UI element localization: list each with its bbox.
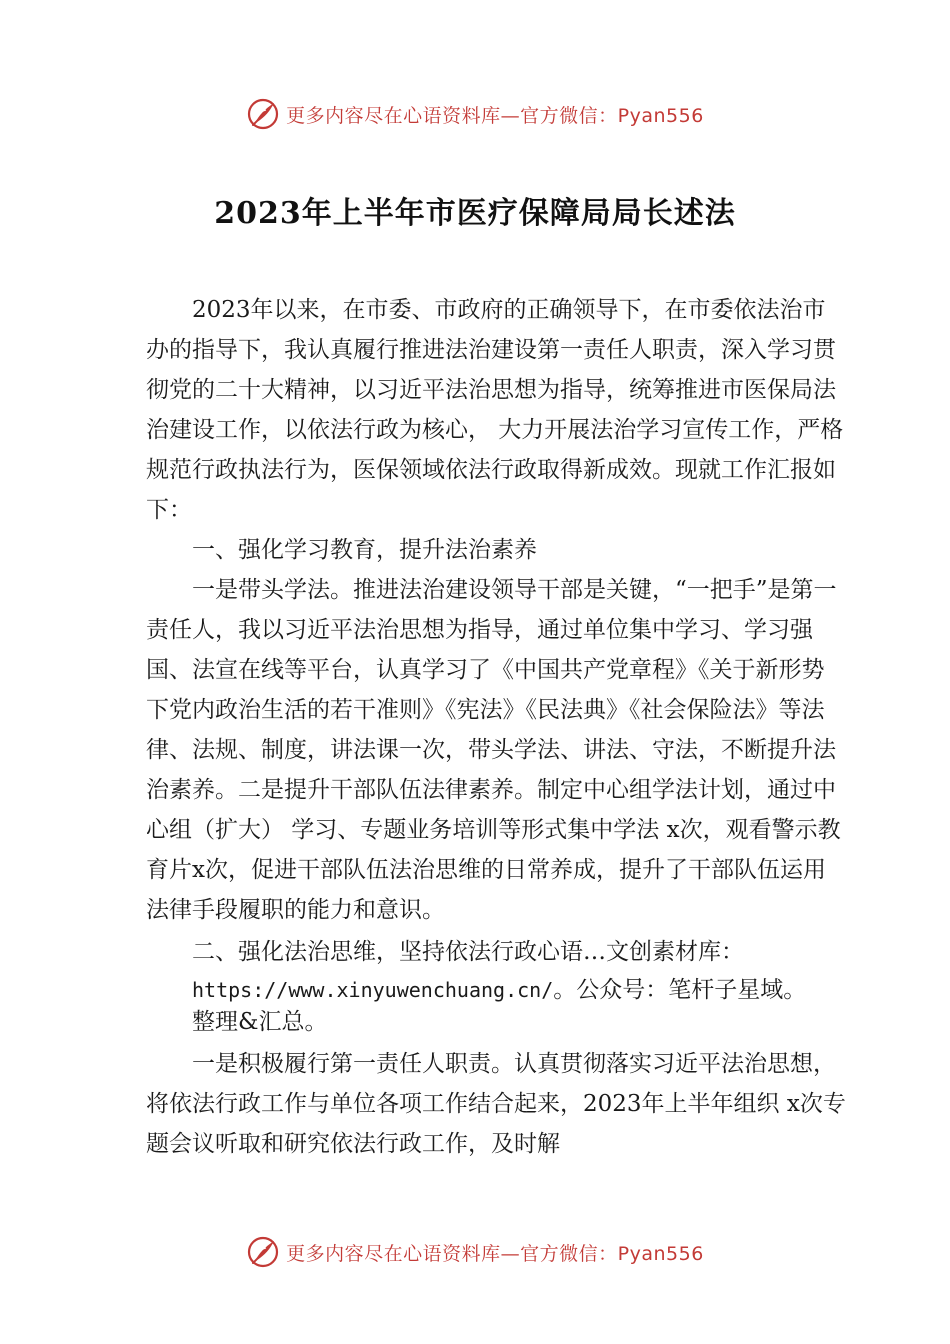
watermark-text: 更多内容尽在心语资料库—官方微信：Pyan556 bbox=[286, 104, 704, 127]
watermark-wechat-id: Pyan556 bbox=[617, 104, 704, 127]
quill-pen-icon bbox=[246, 97, 280, 131]
quill-pen-icon bbox=[246, 1235, 280, 1269]
document-title: 2023年上半年市医疗保障局局长述法 bbox=[214, 196, 736, 231]
source-note bbox=[146, 974, 846, 1038]
section-1-heading: 一、强化学习教育，提升法治素养 bbox=[192, 537, 537, 563]
header-watermark bbox=[0, 94, 950, 134]
footer-watermark bbox=[0, 1232, 950, 1272]
section-2-heading: 二、强化法治思维，坚持依法行政心语…文创素材库： bbox=[192, 939, 744, 965]
section-1-paragraph: 一是带头学法。推进法治建设领导干部是关键，“一把手”是第一责任人，我以习近平法治思想为指导，通过单位集中学习、学习强国、法宣在线等平台，认真学习了《中国共产党章程》《关于新形势下党内政治生活的若干准则》《宪法》《民法典》《社会保险法》等法律、法规、制度，讲法课一次，带头学法、讲法、守法，不断提升法治素养。二是提升干部队伍法律素养。制定中心组学法计划，通过中心组（扩大） 学习、专题业务培训等形式集中学法 x次，观看警示教育片x次，促进干部队伍法治思维的日常养成，提升了干部队伍运用法律手段履职的能力和意识。 bbox=[146, 577, 841, 923]
watermark-wechat-id: Pyan556 bbox=[617, 1242, 704, 1265]
intro-paragraph: 2023年以来，在市委、市政府的正确领导下，在市委依法治市办的指导下，我认真履行推进法治建设第一责任人职责，深入学习贯彻党的二十大精神，以习近平法治思想为指导，统筹推进市医保局法治建设工作，以依法行政为核心， 大力开展法治学习宣传工作，严格规范行政执法行为，医保领域依法行政取得新成效。现就工作汇报如下： bbox=[146, 297, 844, 523]
source-url: https://www.xinyuwenchuang.cn/ bbox=[192, 978, 554, 1002]
source-summary: 整理&汇总。 bbox=[192, 1009, 328, 1035]
source-account: 。公众号：笔杆子星域。 bbox=[553, 977, 807, 1003]
document-body bbox=[146, 290, 846, 1164]
section-2-paragraph: 一是积极履行第一责任人职责。认真贯彻落实习近平法治思想，将依法行政工作与单位各项工作结合起来，2023年上半年组织 x次专题会议听取和研究依法行政工作，及时解 bbox=[146, 1051, 846, 1157]
watermark-text: 更多内容尽在心语资料库—官方微信：Pyan556 bbox=[286, 1242, 704, 1265]
